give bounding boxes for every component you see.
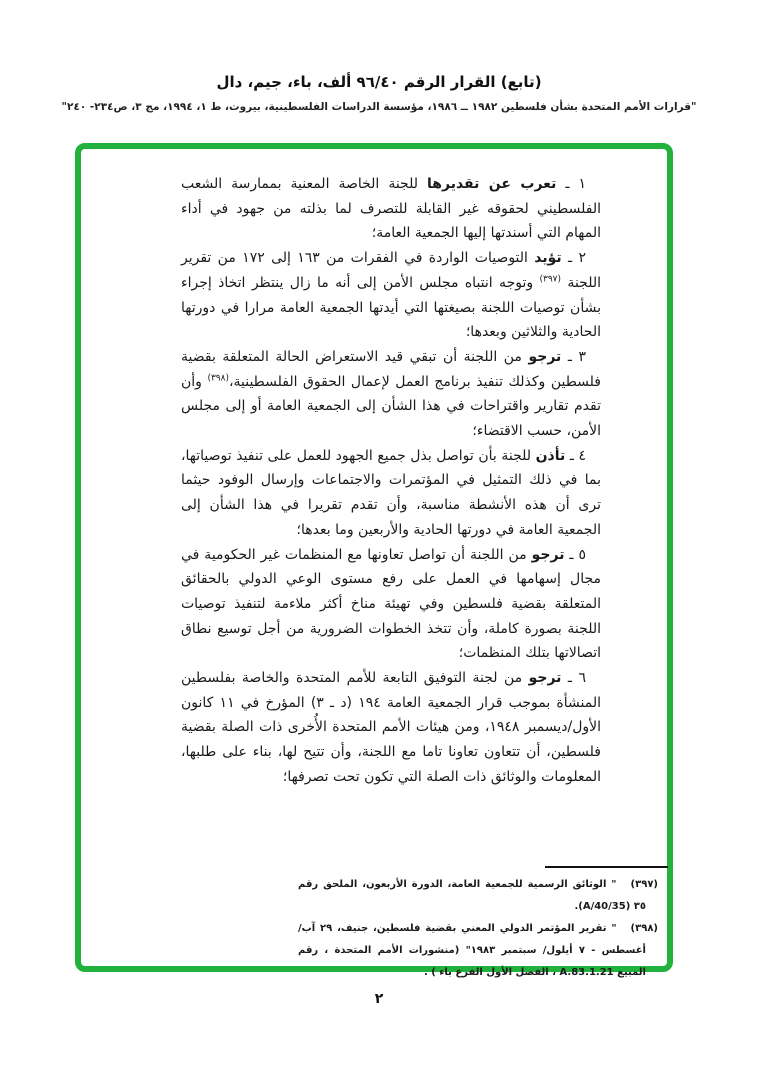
- paragraph-text: للجنة الخاصة المعنية بممارسة الشعب الفلسطيني لحقوقه غير القابلة للتصرف لما بذلته من جهود في أداء المهام التي أسندتها إليها الجمعية العامة؛: [181, 176, 601, 242]
- paragraph-text: التوصيات الواردة في الفقرات من ١٦٣ إلى ١٧٢ من تقرير اللجنة: [181, 250, 601, 291]
- paragraph-text: ٥ ـ: [564, 546, 586, 563]
- paragraph-text: ٢ ـ: [561, 250, 586, 267]
- paragraph-text: ترجو: [528, 670, 562, 687]
- footnote-item: [298, 874, 658, 918]
- paragraph-text: ٦ ـ: [561, 670, 586, 687]
- paragraph-text: وأن تقدم تقارير واقتراحات في هذا الشأن إلى الجمعية العامة أو إلى مجلس الأمن، حسب الاقتضاء؛: [181, 373, 601, 440]
- resolution-paragraph: [181, 666, 601, 790]
- resolution-paragraph: [181, 444, 601, 543]
- paragraph-text: تعرب عن تقديرها: [427, 176, 557, 192]
- footnote-separator: [545, 866, 668, 868]
- footnote-ref: (٣٩٨): [207, 372, 229, 383]
- paragraph-text: من لجنة التوفيق التابعة للأمم المتحدة والخاصة بفلسطين المنشأة بموجب قرار الجمعية العامة ١٩٤ (د ـ ٣) المؤرخ في ١١ كانون الأول/ديسمبر ١٩٤٨، ومن هيئات الأمم المتحدة الأُخرى ذات الصلة بقضية فلسطين، أن تتعاون تعاونا تاما مع اللجنة، وأن تتيح لها، بناء على طلبها، المعلومات والوثائق ذات الصلة التي تكون تحت تصرفها؛: [181, 670, 602, 785]
- footnote-text: " تقرير المؤتمر الدولي المعني بقضية فلسطين، جنيف، ٢٩ آب/أغسطس - ٧ أيلول/ سبتمبر ١٩٨٣" (منشورات الأمم المتحدة ، رقم المبيع A.83.1.21 ، الفصل الأول الفرع باء ) .: [298, 923, 646, 978]
- paragraph-text: ١ ـ: [556, 176, 586, 192]
- header-title: (تابع) القرار الرقم ٩٦/٤٠ ألف، باء، جيم، دال: [216, 73, 542, 91]
- header-source-line: "قرارات الأمم المتحدة بشأن فلسطين ١٩٨٢ ــ ١٩٨٦، مؤسسة الدراسات الفلسطينية، بيروت، ط ١، ١٩٩٤، مج ٣، ص٢٣٤- ٢٤٠": [61, 101, 697, 113]
- paragraph-text: ٤ ـ: [565, 447, 586, 464]
- footnote-marker: (٣٩٨): [630, 923, 658, 934]
- resolution-paragraph: [181, 246, 601, 345]
- resolution-paragraphs: [181, 172, 601, 790]
- paragraph-text: من اللجنة أن تواصل تعاونها مع المنظمات غير الحكومية في مجال إسهامها في العمل على رفع مستوى الوعي الدولي بالحقائق المتعلقة بقضية فلسطين وفي تهيئة مناخ أكثر ملاءمة لتنفيذ توصيات اللجنة بصورة كاملة، وأن تتخذ الخطوات الضرورية من أجل توسيع نطاق اتصالاتها بتلك المنظمات؛: [181, 546, 601, 662]
- paragraph-text: من اللجنة أن تبقي قيد الاستعراض الحالة المتعلقة بقضية فلسطين وكذلك تنفيذ برنامج العمل لإعمال الحقوق الفلسطينية،: [181, 348, 601, 390]
- footnote-marker: (٣٩٧): [630, 879, 658, 890]
- paragraph-text: ترجو: [528, 348, 562, 365]
- paragraph-text: تؤيد: [534, 250, 562, 267]
- footnote-ref: (٣٩٧): [539, 274, 562, 285]
- paragraph-text: للجنة بأن تواصل بذل جميع الجهود للعمل على تنفيذ توصياتها، بما في ذلك التمثيل في المؤتمرات والاجتماعات وإرسال الوفود حيثما ترى أن هذه الأنشطة مناسبة، وأن تقدم تقريرا في هذا الشأن إلى الجمعية العامة في دورتها الحادية والأربعين وما بعدها؛: [181, 447, 601, 538]
- footnote-item: [298, 918, 658, 984]
- paragraph-text: ترجو: [531, 546, 565, 563]
- paragraph-text: وتوجه انتباه مجلس الأمن إلى أنه ما زال ينتظر اتخاذ إجراء بشأن توصيات اللجنة بصيغتها التي أيدتها الجمعية العامة مرارا في دورتها الحادية والثلاثين وبعدها؛: [181, 274, 601, 341]
- resolution-paragraph: [181, 172, 601, 246]
- paragraph-text: تأذن: [535, 447, 566, 464]
- resolution-paragraph: [181, 543, 601, 667]
- page-number: ٢: [374, 991, 384, 1007]
- paragraph-text: ٣ ـ: [561, 348, 586, 365]
- resolution-paragraph: [181, 345, 601, 444]
- footnote-list: [298, 874, 658, 984]
- footnote-text: " الوثائق الرسمية للجمعية العامة، الدورة الأربعون، الملحق رقم ٣٥ (A/40/35).: [298, 879, 646, 912]
